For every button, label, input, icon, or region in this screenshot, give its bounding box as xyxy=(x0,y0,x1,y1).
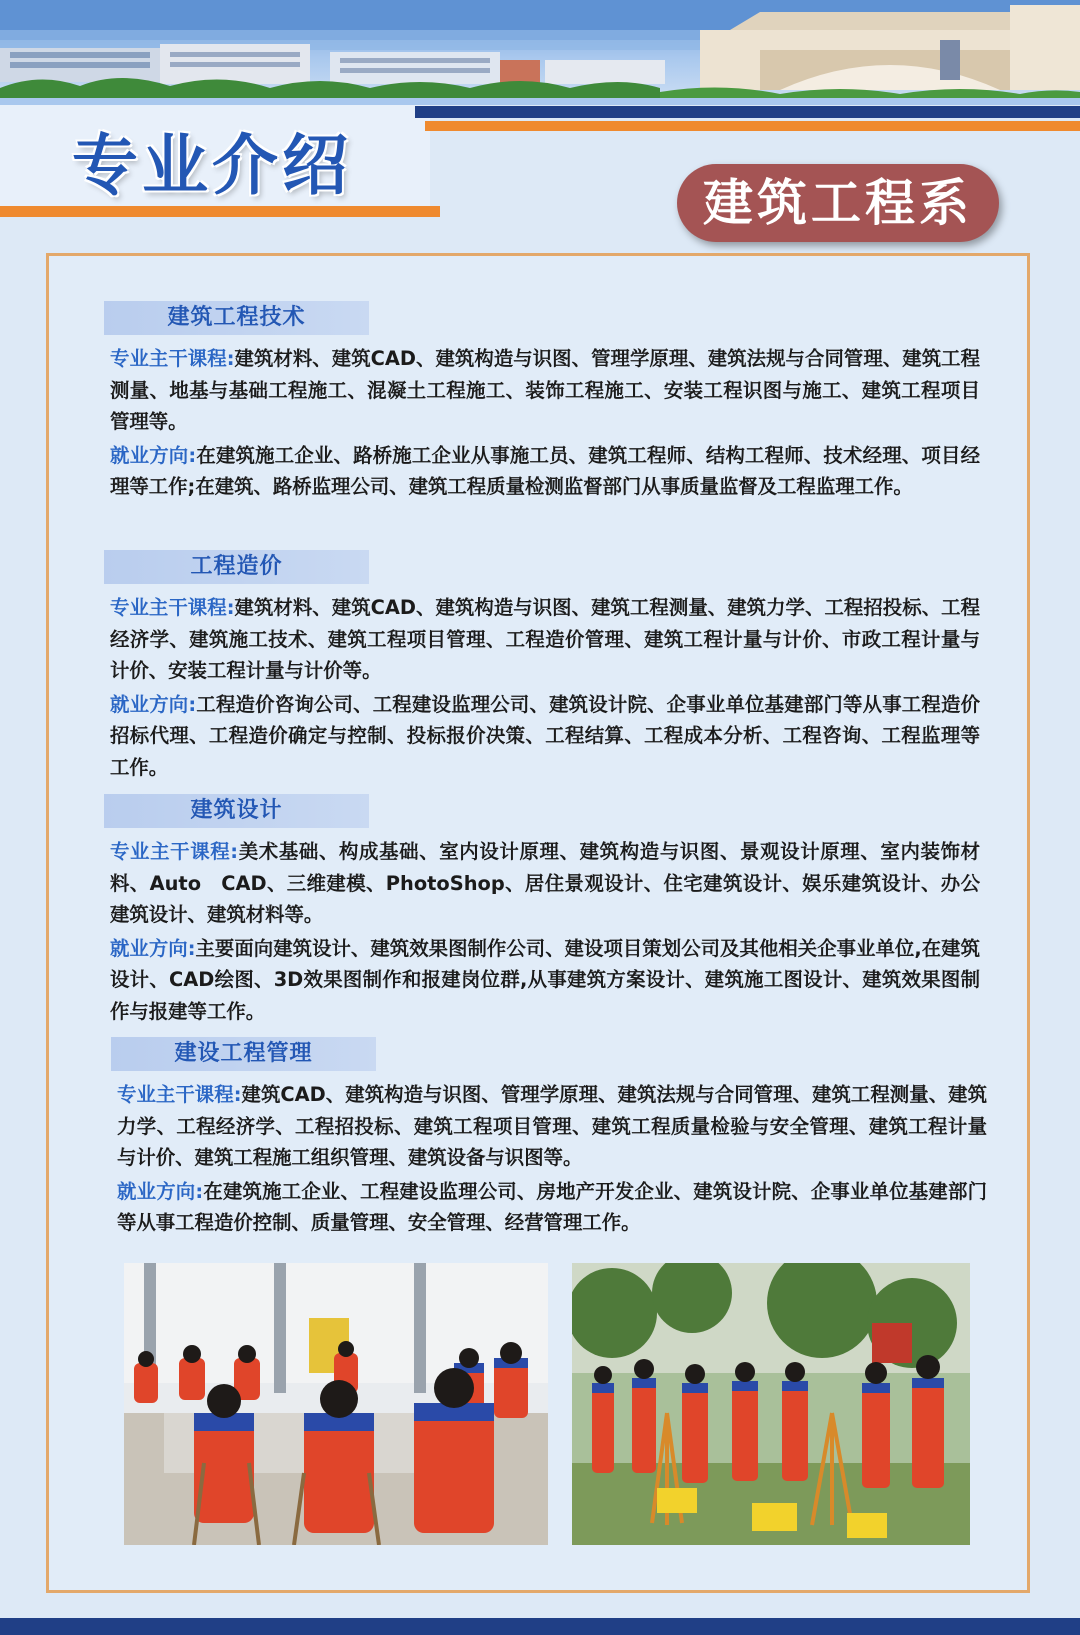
courses-paragraph xyxy=(117,1079,987,1174)
jobs-label: 就业方向: xyxy=(110,443,197,467)
bottom-bar xyxy=(0,1618,1080,1635)
section-cost-engineering xyxy=(110,550,980,783)
jobs-paragraph xyxy=(110,689,980,784)
section-title: 工程造价 xyxy=(104,550,369,584)
section-architecture-technology xyxy=(110,301,980,503)
courses-paragraph xyxy=(110,343,980,438)
courses-label: 专业主干课程: xyxy=(110,347,235,370)
department-badge: 建筑工程系 xyxy=(677,164,999,242)
courses-text: 美术基础、构成基础、室内设计原理、建筑构造与识图、景观设计原理、室内装饰材料、Auto CAD、三维建模、PhotoShop、居住景观设计、住宅建筑设计、娱乐建筑设计、办公建筑设计、建筑材料等。 xyxy=(110,840,980,926)
courses-text: 建筑材料、建筑CAD、建筑构造与识图、建筑工程测量、建筑力学、工程招投标、工程经济学、建筑施工技术、建筑工程项目管理、工程造价管理、建筑工程计量与计价、市政工程计量与计价、安装工程计量与计价等。 xyxy=(110,596,980,682)
courses-text: 建筑材料、建筑CAD、建筑构造与识图、管理学原理、建筑法规与合同管理、建筑工程测量、地基与基础工程施工、混凝土工程施工、装饰工程施工、安装工程识图与施工、建筑工程项目管理等。 xyxy=(110,347,980,433)
campus-banner-image xyxy=(0,0,1080,105)
jobs-paragraph xyxy=(110,933,980,1028)
courses-label: 专业主干课程: xyxy=(117,1083,242,1106)
jobs-label: 就业方向: xyxy=(110,692,197,716)
jobs-label: 就业方向: xyxy=(117,1179,204,1203)
jobs-text: 工程造价咨询公司、工程建设监理公司、建筑设计院、企事业单位基建部门等从事工程造价招标代理、工程造价确定与控制、投标报价决策、工程结算、工程成本分析、工程咨询、工程监理等工作。 xyxy=(110,692,980,779)
classroom-photo xyxy=(124,1263,548,1545)
decorative-bar-navy xyxy=(415,106,1080,118)
section-construction-management xyxy=(117,1037,987,1239)
jobs-text: 在建筑施工企业、工程建设监理公司、房地产开发企业、建筑设计院、企事业单位基建部门等从事工程造价控制、质量管理、安全管理、经营管理工作。 xyxy=(117,1179,987,1234)
jobs-text: 在建筑施工企业、路桥施工企业从事施工员、建筑工程师、结构工程师、技术经理、项目经理等工作;在建筑、路桥监理公司、建筑工程质量检测监督部门从事质量监督及工程监理工作。 xyxy=(110,443,980,498)
jobs-text: 主要面向建筑设计、建筑效果图制作公司、建设项目策划公司及其他相关企事业单位,在建筑设计、CAD绘图、3D效果图制作和报建岗位群,从事建筑方案设计、建筑施工图设计、建筑效果图制作与报建等工作。 xyxy=(110,936,980,1023)
courses-label: 专业主干课程: xyxy=(110,596,235,619)
section-title: 建筑工程技术 xyxy=(104,301,369,335)
decorative-bar-orange-left xyxy=(0,206,440,217)
field-survey-photo xyxy=(572,1263,970,1545)
section-title: 建设工程管理 xyxy=(111,1037,376,1071)
section-architectural-design xyxy=(110,794,980,1027)
jobs-paragraph xyxy=(117,1176,987,1239)
decorative-bar-orange-top xyxy=(425,121,1080,131)
courses-paragraph xyxy=(110,592,980,687)
jobs-label: 就业方向: xyxy=(110,936,196,960)
courses-label: 专业主干课程: xyxy=(110,840,239,863)
page-title: 专业介绍 xyxy=(72,127,352,204)
section-title: 建筑设计 xyxy=(104,794,369,828)
courses-paragraph xyxy=(110,836,980,931)
jobs-paragraph xyxy=(110,440,980,503)
courses-text: 建筑CAD、建筑构造与识图、管理学原理、建筑法规与合同管理、建筑工程测量、建筑力学、工程经济学、工程招投标、建筑工程项目管理、建筑工程质量检验与安全管理、建筑工程计量与计价、建筑工程施工组织管理、建筑设备与识图等。 xyxy=(117,1083,987,1169)
